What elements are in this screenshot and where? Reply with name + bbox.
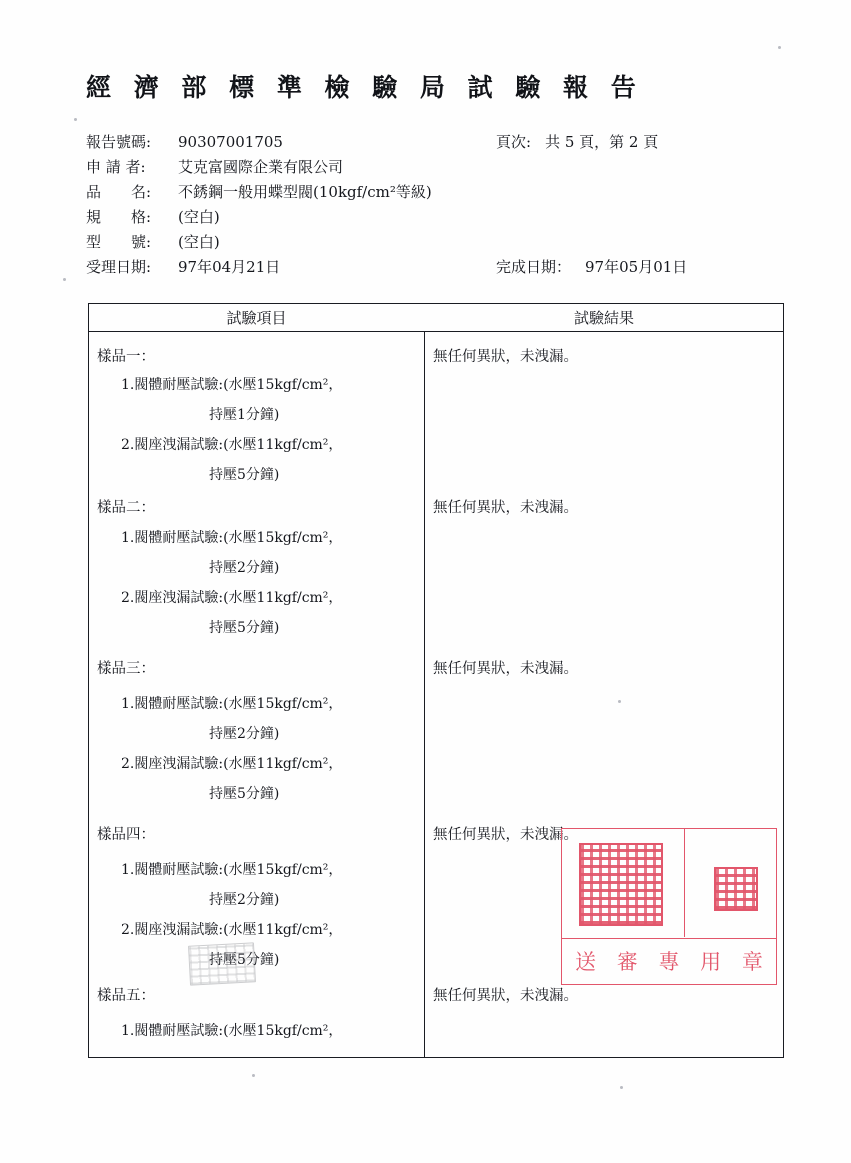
test-condition-continuation: 持壓5分鐘) [209, 786, 280, 802]
test-result-line: 無任何異狀，未洩漏。 [433, 661, 578, 677]
label-page-number: 頁次: [496, 133, 532, 151]
value-page-number: 共 5 頁，第 2 頁 [545, 133, 659, 151]
test-result-line: 無任何異狀，未洩漏。 [433, 988, 578, 1004]
label-completion-date: 完成日期： [496, 258, 572, 276]
sample-heading: 樣品五： [97, 988, 155, 1004]
value-report-number: 90307001705 [178, 133, 283, 151]
test-condition-continuation: 持壓5分鐘) [209, 952, 280, 968]
completion-date-group [496, 255, 687, 280]
scan-speckle [63, 278, 66, 281]
value-model: (空白) [178, 233, 220, 251]
value-completion-date: 97年05月01日 [585, 258, 688, 276]
label-applicant: 申 請 者: [86, 158, 146, 176]
test-result-line: 無任何異狀，未洩漏。 [433, 500, 578, 516]
test-result-line: 無任何異狀，未洩漏。 [433, 349, 578, 365]
sample-heading: 樣品二： [97, 500, 155, 516]
label-model: 型 號: [86, 233, 152, 251]
test-item-line: 2.閥座洩漏試驗:(水壓11kgf/cm²， [121, 590, 343, 606]
label-product-name: 品 名: [86, 183, 152, 201]
stamp-divider [684, 829, 685, 937]
scan-speckle [778, 46, 781, 49]
test-item-line: 1.閥體耐壓試驗:(水壓15kgf/cm²， [121, 530, 343, 546]
test-condition-continuation: 持壓5分鐘) [209, 620, 280, 636]
meta-row-model [86, 230, 786, 255]
test-item-line: 2.閥座洩漏試驗:(水壓11kgf/cm²， [121, 922, 343, 938]
report-header-meta [86, 130, 786, 280]
test-item-line: 1.閥體耐壓試驗:(水壓15kgf/cm²， [121, 1023, 343, 1039]
test-item-line: 2.閥座洩漏試驗:(水壓11kgf/cm²， [121, 756, 343, 772]
value-received-date: 97年04月21日 [178, 258, 281, 276]
scan-speckle [252, 1074, 255, 1077]
test-item-line: 1.閥體耐壓試驗:(水壓15kgf/cm²， [121, 377, 343, 393]
label-specification: 規 格: [86, 208, 152, 226]
meta-row-applicant [86, 155, 786, 180]
meta-row-report-number [86, 130, 786, 155]
scan-speckle [74, 118, 77, 121]
meta-row-received-date [86, 255, 786, 280]
page-title: 經 濟 部 標 準 檢 驗 局 試 驗 報 告 [86, 73, 643, 102]
stamp-seal-area [562, 829, 776, 939]
test-item-line: 2.閥座洩漏試驗:(水壓11kgf/cm²， [121, 437, 343, 453]
test-condition-continuation: 持壓1分鐘) [209, 407, 280, 423]
column-header-test-item: 試驗項目 [226, 309, 287, 327]
value-applicant: 艾克富國際企業有限公司 [178, 158, 344, 176]
scan-speckle [620, 1086, 623, 1089]
sample-heading: 樣品三： [97, 661, 155, 677]
sample-heading: 樣品一： [97, 349, 155, 365]
test-item-line: 1.閥體耐壓試驗:(水壓15kgf/cm²， [121, 862, 343, 878]
test-result-line: 無任何異狀，未洩漏。 [433, 827, 578, 843]
test-item-line: 1.閥體耐壓試驗:(水壓15kgf/cm²， [121, 696, 343, 712]
test-condition-continuation: 持壓2分鐘) [209, 726, 280, 742]
stamp-caption: 送 審 專 用 章 [575, 950, 770, 974]
label-received-date: 受理日期: [86, 258, 152, 276]
value-product-name: 不銹鋼一般用蝶型閥(10kgf/cm²等級) [178, 183, 432, 201]
approval-stamp [561, 828, 777, 985]
test-item-column [89, 332, 424, 1057]
test-condition-continuation: 持壓2分鐘) [209, 892, 280, 908]
meta-row-product-name [86, 180, 786, 205]
table-header-row [89, 304, 783, 332]
column-header-test-result: 試驗結果 [573, 309, 634, 327]
secondary-seal-icon [714, 867, 758, 911]
test-condition-continuation: 持壓5分鐘) [209, 467, 280, 483]
meta-row-specification [86, 205, 786, 230]
value-specification: (空白) [178, 208, 220, 226]
official-seal-icon [579, 843, 663, 926]
test-condition-continuation: 持壓2分鐘) [209, 560, 280, 576]
label-report-number: 報告號碼: [86, 133, 152, 151]
page-number-group [496, 130, 658, 155]
sample-heading: 樣品四： [97, 827, 155, 843]
